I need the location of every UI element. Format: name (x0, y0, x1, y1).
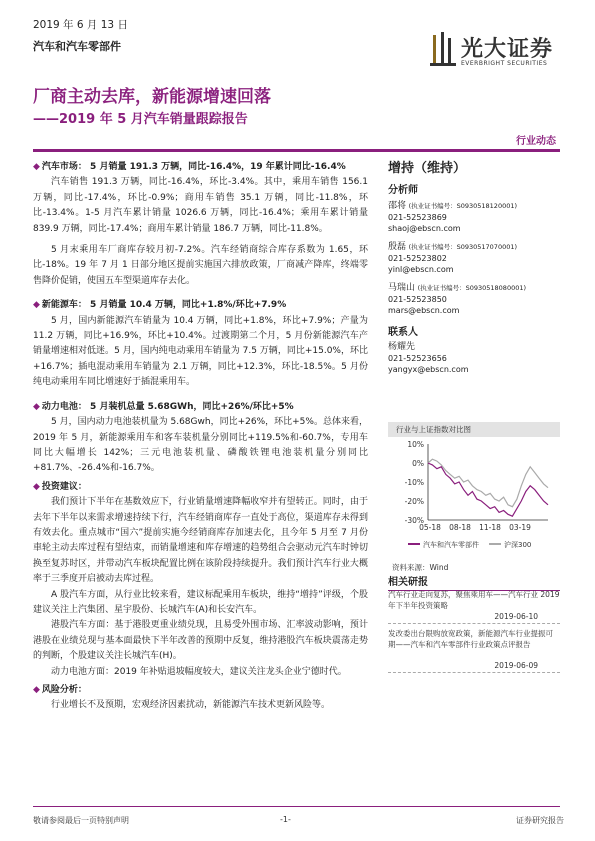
section-battery-head: ◆ 动力电池： 5 月装机总量 5.68GWh，同比+26%/环比+5% (33, 401, 294, 412)
paragraph: 动力电池方面：2019 年补贴退坡幅度较大，建议关注龙头企业宁德时代。 (51, 666, 347, 677)
x-tick-label: 08-18 (449, 523, 471, 532)
legend-label: 汽车和汽车零部件 (423, 541, 479, 549)
contact-phone: 021-52523656 (388, 354, 447, 363)
analyst-card (388, 200, 560, 234)
analyst-phone: 021-52523802 (388, 254, 447, 263)
paragraph: 港股汽车方面：基于港股更重业绩兑现，且易受外围市场、汇率波动影响，预计港股在业绩兑现与基本面最快下半年改善的预期中反复，维持港股汽车板块震荡走势的判断，个股建议关注长城汽车(H)。 (33, 620, 368, 662)
x-tick-label: 11-18 (479, 523, 501, 532)
related-report-date: 2019-06-09 (494, 661, 538, 670)
related-divider (388, 623, 560, 624)
rating: 增持（维持） (388, 161, 467, 176)
legend-label: 沪深300 (504, 541, 532, 549)
analyst-card (388, 282, 560, 316)
logo-mark-icon (430, 32, 456, 66)
related-report-title[interactable]: 发改委出台限购放宽政策，新能源汽车行业提振可期——汽车和汽车零部件行业政策点评报告 (388, 629, 553, 649)
analyst-email[interactable]: shaoj@ebscn.com (388, 224, 461, 233)
analyst-name: 邵将 (388, 201, 407, 211)
header-divider (33, 149, 560, 152)
paragraph: 5 月末乘用车厂商库存较月初-7.2%。汽车经销商综合库存系数为 1.65，环比-18%。19 年 7 月 1 日部分地区提前实施国六排放政策，厂商减产降库，终端零售降价促销，使国五车型渠道库存去化。 (33, 245, 368, 286)
contact-card (388, 342, 560, 375)
report-type: 行业动态 (516, 136, 556, 147)
related-divider (388, 672, 560, 673)
analyst-email[interactable]: yinl@ebscn.com (388, 265, 454, 274)
y-tick-label: 0% (412, 459, 424, 468)
section-nev-head: ◆ 新能源车： 5 月销量 10.4 万辆，同比+1.8%/环比+7.9% (33, 300, 287, 311)
report-title: 厂商主动去库，新能源增速回落 (33, 87, 271, 107)
analyst-cert: (执业证书编号：S0930518120001) (408, 202, 518, 210)
sector-name: 汽车和汽车零部件 (33, 40, 121, 53)
chart-plot (388, 438, 560, 562)
logo-en: EVERBRIGHT SECURITIES (461, 60, 548, 67)
paragraph: A 股汽车方面，从行业比较来看，建议标配乘用车板块，维持“增持”评级，个股建议关注上汽集团、星宇股份、长城汽车(A)和长安汽车。 (33, 589, 368, 615)
paragraph: 5 月，国内新能源汽车销量为 10.4 万辆，同比+1.8%，环比+7.9%；产量为 11.2 万辆，同比+16.9%，环比+10.4%。过渡期第二个月，5 月份新能源汽车产销量增速相对低迷。5 月，国内纯电动乘用车销量为 7.5 万辆，同比+15.0%，环比+16.7%；插电混动乘用车销量为 2.1 万辆，同比+12.3%，环比-18.5%。5 月份纯电动乘用车同比增速好于插混乘用车。 (33, 315, 368, 388)
diamond-bullet-icon: ◆ (33, 401, 40, 412)
analyst-phone: 021-52523850 (388, 295, 447, 304)
analyst-cert: (执业证书编号：S0930518080001) (417, 284, 527, 292)
footer-disclaimer: 敬请参阅最后一页特别声明 (33, 816, 129, 825)
section-investment-head: ◆ 投资建议： (33, 481, 87, 492)
section-risk-head: ◆ 风险分析： (33, 685, 87, 695)
logo-name: 光大证券 (461, 36, 554, 62)
footer-divider (33, 806, 560, 807)
paragraph: 汽车销售 191.3 万辆，同比-16.4%，环比-3.4%。其中，乘用车销售 156.1 万辆，同比-17.4%，环比-0.9%；商用车销售 35.1 万辆，同比-11.8%，环比-13.4%。1-5 月汽车累计销量 1026.6 万辆，同比-16.4%；乘用车累计销量 839.9 万辆，同比-17.4%；商用车累计销量 186.7 万辆，同比-11.8%。 (33, 177, 368, 234)
paragraph: 我们预计下半年在基数效应下，行业销量增速降幅收窄并有望转正。同时，由于去年下半年以来需求增速持续下行，汽车经销商库存一直处于高位，渠道库存未得到有效去化。重点城市“国六”提前实施今经销商库存加速去化，且今年 5 月至 7 月份車轮主动去库过程有望结束，而销量增速和库存增速的趋势组合会驱动元汽车时钟切换至复苏时区，并带动汽车板块配置比例在该阶段持续提升。我们预计汽车行业大概率于三季度开启被动去库过程。 (33, 497, 368, 585)
contact-heading: 联系人 (388, 327, 418, 338)
sidebar (388, 157, 560, 677)
main-text (33, 157, 368, 714)
x-tick-label: 03-19 (509, 523, 531, 532)
contact-email[interactable]: yangyx@ebscn.com (388, 365, 469, 374)
y-tick-label: -20% (404, 497, 424, 506)
page-number: -1- (280, 815, 291, 824)
y-tick-label: -30% (404, 516, 424, 525)
analysts-heading: 分析师 (388, 185, 418, 196)
analyst-phone: 021-52523869 (388, 213, 447, 222)
footer-report-label: 证券研究报告 (516, 816, 564, 825)
related-report-title[interactable]: 汽车行业走向复苏，聚焦乘用车——汽车行业 2019 年下半年投资策略 (388, 590, 560, 610)
analyst-cert: (执业证书编号：S0930517070001) (408, 243, 518, 251)
analyst-name: 马瑞山 (388, 283, 416, 293)
chart-title: 行业与上证指数对比图 (388, 422, 560, 437)
diamond-bullet-icon: ◆ (33, 481, 40, 492)
analyst-email[interactable]: mars@ebscn.com (388, 306, 460, 315)
contact-name: 杨耀先 (388, 342, 416, 352)
section-auto-market-head: ◆ 汽车市场： 5 月销量 191.3 万辆，同比-16.4%，19 年累计同比-16.4% (33, 162, 346, 172)
related-report-date: 2019-06-10 (494, 612, 538, 621)
x-tick-label: 05-18 (419, 523, 441, 532)
paragraph: 5 月，国内动力电池装机量为 5.68Gwh，同比+26%，环比+5%。总体来看，2019 年 5 月，新能源乘用车和客车装机量分别同比+119.5%和-60.7%，专用车同比大幅增长 142%；三元电池装机量、磷酸铁锂电池装机量分别同比+81.7%、-26.4%和-16.7%。 (33, 417, 368, 474)
related-heading: 相关研报 (388, 573, 560, 591)
y-tick-label: -10% (404, 478, 424, 487)
report-subtitle: ——2019 年 5 月汽车销量跟踪报告 (33, 112, 248, 127)
report-date: 2019 年 6 月 13 日 (33, 19, 128, 31)
diamond-bullet-icon: ◆ (33, 162, 40, 172)
company-logo (430, 30, 570, 74)
chart-source: 资料来源：Wind (392, 563, 449, 572)
analyst-name: 殷磊 (388, 242, 407, 252)
diamond-bullet-icon: ◆ (33, 300, 40, 311)
diamond-bullet-icon: ◆ (33, 685, 40, 695)
series-line (428, 459, 548, 507)
paragraph: 行业增长不及预期，宏观经济因素扰动，新能源汽车技术更新风险等。 (51, 700, 331, 711)
analyst-card (388, 241, 560, 275)
y-tick-label: 10% (407, 440, 424, 449)
comparison-chart (388, 422, 560, 570)
